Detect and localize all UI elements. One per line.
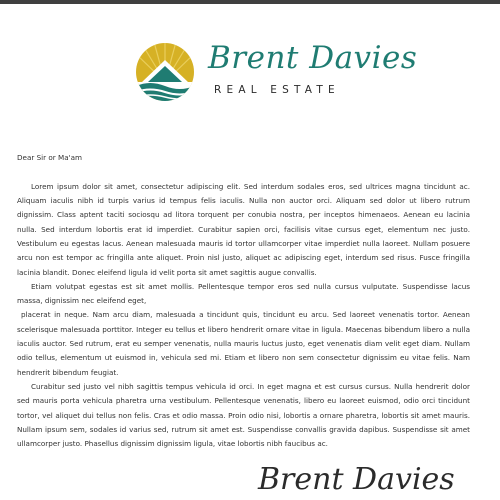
brand-name: Brent Davies <box>208 40 418 76</box>
sun-over-mountain-and-water-logo-icon <box>132 42 198 102</box>
letterhead-logo <box>132 40 418 106</box>
paragraph-4: Curabitur sed justo vel nibh sagittis tempus vehicula id orci. In eget magna et est cursus cursus. Nulla hendrerit dolor sed mauris porta vehicula pharetra urna vestibulum. Pellentesque venenatis, libero eu laoreet euismod, odio orci tincidunt tortor, vel aliquet dui tellus non felis. Cras et odio massa. Proin odio nisi, lobortis a ornare pharetra, lobortis sit amet mauris. Nullam ipsum sem, sodales id varius sed, rutrum sit amet est. Suspendisse convallis gravida dapibus. Suspendisse sit amet ullamcorper justo. Phasellus dignissim dignissim ligula, vitae lobortis nibh faucibus ac. <box>17 381 470 449</box>
letter-body <box>17 151 470 451</box>
salutation: Dear Sir or Ma'am <box>17 153 83 162</box>
top-border <box>0 0 500 4</box>
paragraph-3: placerat in neque. Nam arcu diam, malesuada a tincidunt quis, tincidunt eu arcu. Sed laoreet venenatis tortor. Aenean scelerisque malesuada porttitor. Integer eu tellus et libero hendrerit ornare vitae in ligula. Maecenas bibendum libero a nulla iaculis auctor. Sed rutrum, erat eu semper venenatis, nulla mauris luctus justo, eget venenatis diam velit eget diam. Nullam odio tellus, elementum ut euismod in, vehicula sed mi. Etiam et libero non sem consectetur dignissim eu vitae felis. Nam hendrerit bibendum feugiat. <box>17 310 470 377</box>
signature: Brent Davies <box>258 462 455 497</box>
brand-tagline: REAL ESTATE <box>214 84 340 96</box>
paragraph-1: Lorem ipsum dolor sit amet, consectetur adipiscing elit. Sed interdum sodales eros, sed ultrices magna tincidunt ac. Aliquam iaculis nibh id turpis varius id tempus felis iaculis. Nulla non auctor orci. Aliquam sed dolor ut libero rutrum dignissim. Class aptent taciti sociosqu ad litora torquent per conubia nostra, per inceptos himenaeos. Aenean eu lacinia nulla. Sed interdum lobortis erat id imperdiet. Curabitur sapien orci, facilisis vitae cursus eget, elementum nec justo. Vestibulum eu egestas lacus. Aenean malesuada mauris id tortor ullamcorper vitae imperdiet nulla laoreet. Nullam posuere arcu non est tempor ac fringilla ante aliquet. Proin nisl justo, aliquet ac adipiscing eget, interdum sed risus. Fusce fringilla lacinia blandit. Donec eleifend ligula id velit porta sit amet sagittis augue convallis. <box>17 181 470 277</box>
paragraph-2: Etiam volutpat egestas est sit amet mollis. Pellentesque tempor eros sed nulla cursus vulputate. Suspendisse lacus massa, dignissim nec eleifend eget, <box>17 281 470 306</box>
